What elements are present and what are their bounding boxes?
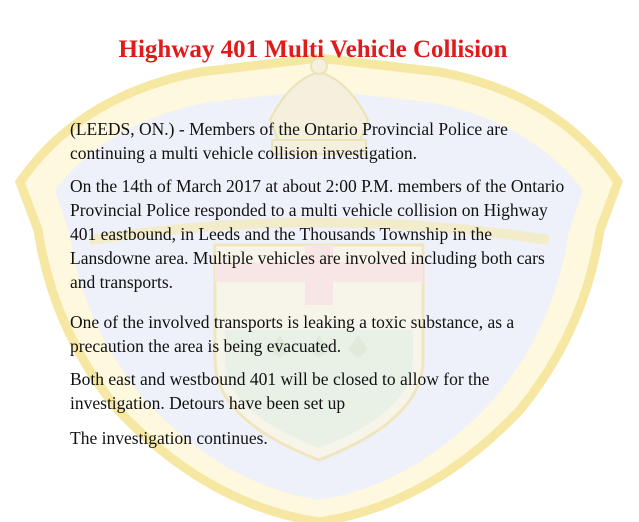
paragraph-status: The investigation continues. (70, 428, 268, 448)
page-title: Highway 401 Multi Vehicle Collision (118, 36, 508, 63)
paragraph-closure: Both east and westbound 401 will be closed to allow for the investigation. Detours have been set up (70, 369, 490, 413)
paragraph-intro: (LEEDS, ON.) - Members of the Ontario Provincial Police are continuing a multi vehicle collision investigation. (70, 119, 508, 163)
paragraph-hazard: One of the involved transports is leaking a toxic substance, as a precaution the area is being evacuated. (70, 312, 515, 356)
paragraph-details: On the 14th of March 2017 at about 2:00 P.M. members of the Ontario Provincial Police responded to a multi vehicle collision on Highway 401 eastbound, in Leeds and the Thousands Township in the Lansdowne area. Multiple vehicles are involved including both cars and transports. (70, 176, 565, 292)
